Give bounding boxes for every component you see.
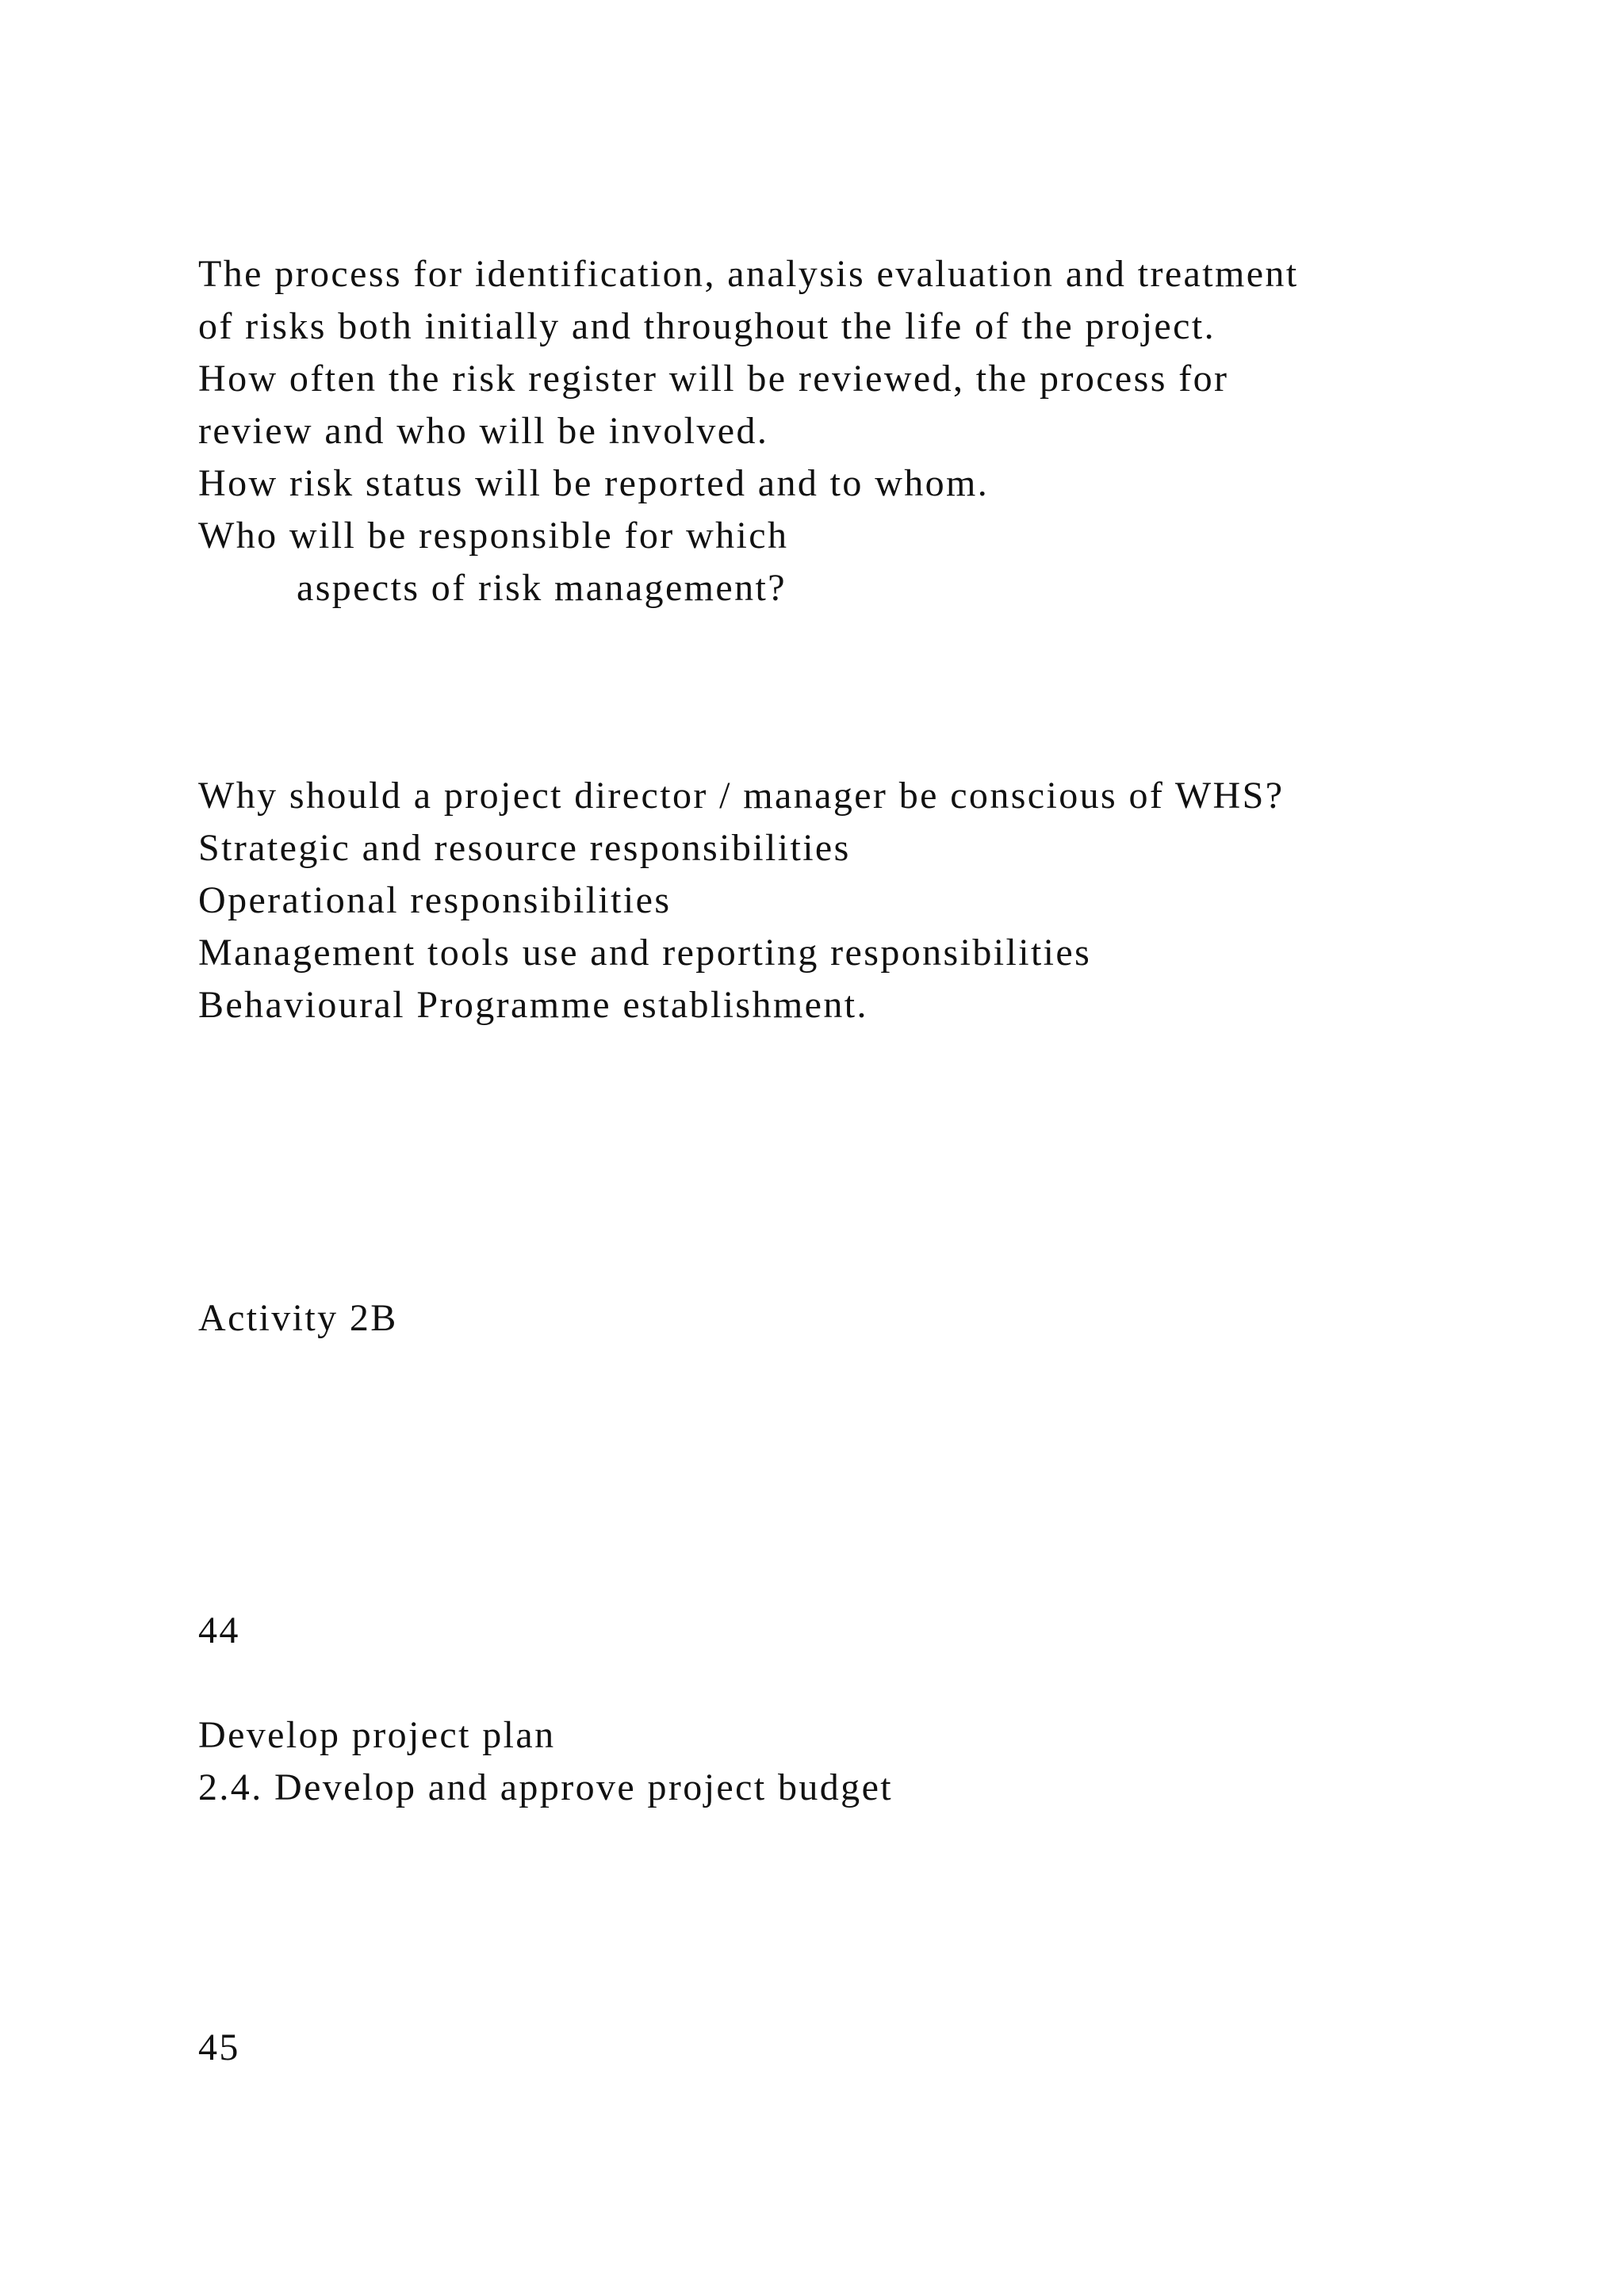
- section-heading: Develop project plan: [198, 1714, 556, 1756]
- text-line: of risks both initially and throughout the life of the project.: [198, 305, 1216, 347]
- page-number: 44: [198, 1609, 240, 1651]
- text-line: Strategic and resource responsibilities: [198, 827, 851, 869]
- text-line: Why should a project director / manager be conscious of WHS?: [198, 775, 1285, 817]
- section-subheading: 2.4. Develop and approve project budget: [198, 1766, 894, 1808]
- text-line: The process for identification, analysis evaluation and treatment: [198, 253, 1299, 295]
- text-line: Behavioural Programme establishment.: [198, 984, 868, 1026]
- text-line: Operational responsibilities: [198, 879, 672, 921]
- text-line: How often the risk register will be reviewed, the process for: [198, 358, 1229, 400]
- page-number: 45: [198, 2026, 240, 2068]
- text-line: How risk status will be reported and to whom.: [198, 462, 990, 504]
- text-line-indented: aspects of risk management?: [297, 567, 787, 609]
- text-line: Management tools use and reporting responsibilities: [198, 932, 1092, 974]
- activity-label: Activity 2B: [198, 1297, 398, 1339]
- text-line: review and who will be involved.: [198, 410, 769, 452]
- text-line: Who will be responsible for which: [198, 515, 789, 557]
